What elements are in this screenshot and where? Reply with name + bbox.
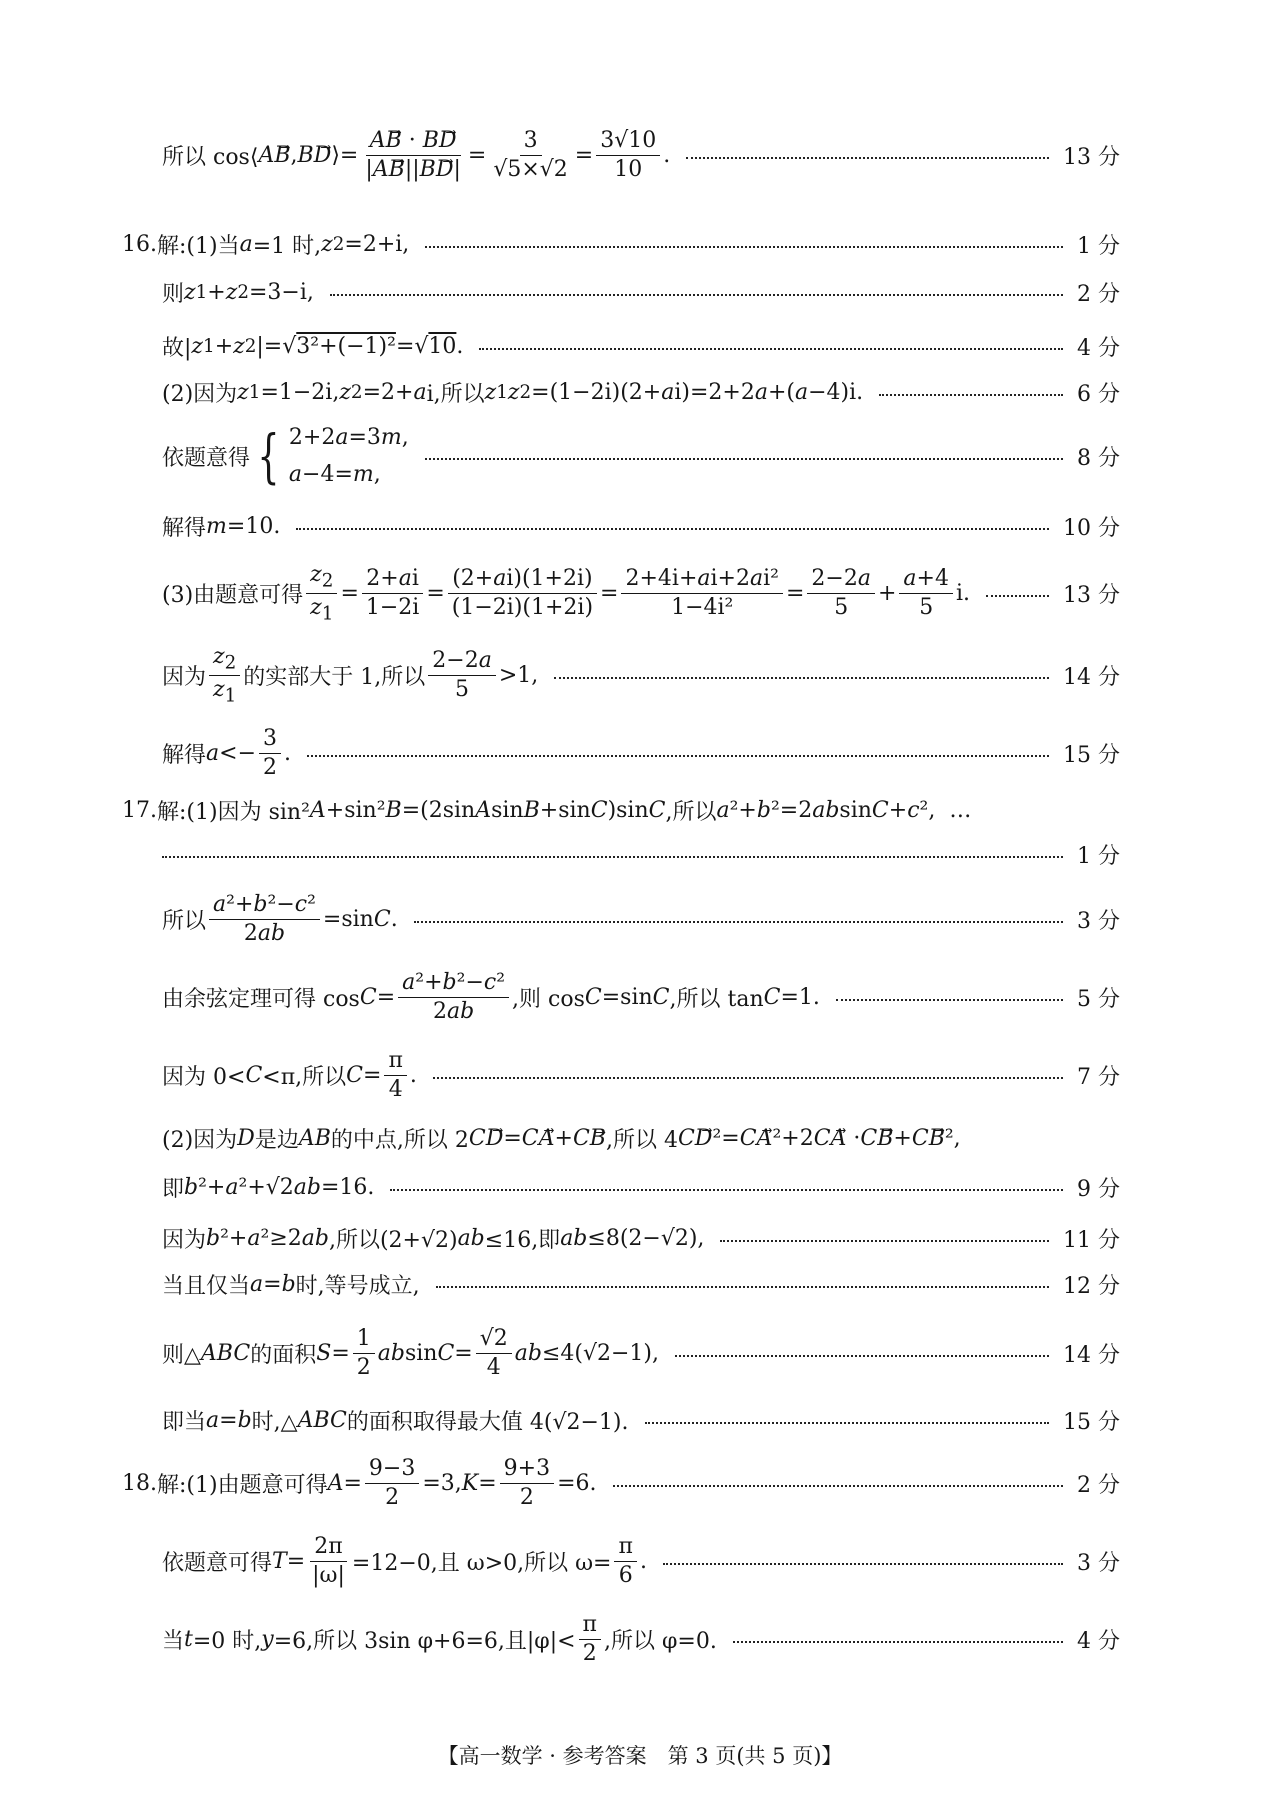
answer-line [162, 640, 1120, 710]
dot-leader [390, 1189, 1063, 1191]
score: 10 分 [1063, 515, 1120, 541]
math-expression: 即当 a = b 时,△ ABC 的面积取得最大值 4(√2−1). [162, 1407, 629, 1435]
score: 1 分 [1077, 233, 1120, 259]
answer-line [162, 1220, 1120, 1256]
score: 13 分 [1063, 582, 1120, 608]
dot-leader [554, 677, 1049, 679]
answer-line [162, 1526, 1120, 1596]
score: 9 分 [1077, 1176, 1120, 1202]
dot-leader [675, 1355, 1049, 1357]
math-expression: 所以 cos⟨ AB ⃗, BD ⃗⟩= $\frac{AB⃗ \cdot BD}{|AB⃗||BD⃗|}$ = $\frac{3}{√5\times√2}$ = $\frac{3√10}{10}$ . [162, 128, 671, 182]
score: 3 分 [1077, 1550, 1120, 1576]
score: 8 分 [1077, 445, 1120, 471]
math-expression: (2)因为 z 1 =1−2i, z 2 =2+ a i,所以 z 1 z 2 =(1−2i)(2+ a i)=2+2 a +( a −4)i. [162, 379, 864, 407]
answer-line [162, 558, 1120, 628]
math-expression: 解得 m =10. [162, 513, 281, 541]
answer-line [162, 1266, 1120, 1302]
dot-leader [836, 999, 1063, 1001]
math-expression: 因为 $\frac{z_2}{z_1}$ 的实部大于 1,所以 $\frac{2-2a}{5}$ >1, [162, 644, 539, 706]
dot-leader [414, 921, 1063, 923]
dot-leader [733, 1641, 1063, 1643]
answer-line [162, 508, 1120, 544]
dot-leader [879, 394, 1063, 396]
math-expression: 依题意得 { 2+2a=3m, a−4=m, [162, 422, 409, 490]
math-expression: (2)因为 D 是边 AB 的中点,所以 2 CD ⃗= CA ⃗+ CB ⃗,所以 4 CD ⃗²= CA ⃗²+2 CA ⃗ · CB ⃗+ CB ⃗², [162, 1125, 961, 1153]
answer-line [162, 1604, 1120, 1674]
dot-leader [663, 1563, 1063, 1565]
score: 4 分 [1077, 1628, 1120, 1654]
dot-leader [307, 755, 1049, 757]
math-expression: 则 z 1 + z 2 =3−i, [162, 279, 314, 307]
score: 4 分 [1077, 335, 1120, 361]
math-expression: 由余弦定理可得 cos C = $\frac{\text{a²+b²−c²}}{2ab}$ ,则 cos C =sin C ,所以 tan C =1. [162, 970, 820, 1024]
score: 15 分 [1063, 742, 1120, 768]
math-expression: 故| z 1 + z 2 |=√ 3²+(−1)² =√ 10 . [162, 333, 464, 361]
problem-number: 17. [122, 797, 157, 823]
dot-leader [296, 528, 1049, 530]
math-expression: 当 t =0 时, y =6,所以 3sin φ+6=6,且|φ|< $\frac{\pi}{2}$ ,所以 φ=0. [162, 1612, 717, 1666]
score: 2 分 [1077, 281, 1120, 307]
score: 1 分 [1077, 843, 1120, 869]
page-footer: 【高一数学 · 参考答案 第 3 页(共 5 页)】 [437, 1744, 843, 1768]
math-expression: 则△ ABC 的面积 S = $\frac{1}{2}$ ab sin C = $\frac{√2}{4}$ ab ≤4(√2−1), [162, 1326, 659, 1380]
answer-line [162, 1118, 1120, 1158]
math-expression: 依题意可得 T = $\frac{2\pi}{|\omega|}$ =12−0,且 ω>0,所以 ω= $\frac{\pi}{6}$ . [162, 1534, 647, 1588]
dot-leader [425, 458, 1063, 460]
problem-number: 16. [122, 231, 157, 257]
answer-line [162, 1168, 1120, 1206]
answer-line [162, 416, 1120, 496]
math-expression: 16. 解:(1)当 a =1 时, z 2 =2+i, [122, 231, 410, 259]
dot-leader [162, 856, 1063, 858]
score: 12 分 [1063, 1273, 1120, 1299]
math-expression: 解得 a <− $\frac{3}{2}$ . [162, 726, 292, 780]
math-expression: 因为 b ²+ a ²≥2 ab ,所以(2+√2) ab ≤16,即 ab ≤8(2−√2), [162, 1225, 705, 1253]
dot-leader [645, 1422, 1050, 1424]
answer-line [162, 374, 1120, 410]
score: 15 分 [1063, 1409, 1120, 1435]
math-expression: 17. 解:(1)因为 sin² A +sin² B =(2sin A sin B +sin C )sin C ,所以 a ²+ b ²=2 ab sin C + c ², … [122, 797, 972, 825]
score: 14 分 [1063, 664, 1120, 690]
dot-leader [986, 595, 1049, 597]
score: 11 分 [1063, 1227, 1120, 1253]
dot-leader [720, 1240, 1049, 1242]
answer-line [162, 884, 1120, 954]
score: 3 分 [1077, 908, 1120, 934]
score: 2 分 [1077, 1472, 1120, 1498]
dot-leader [433, 1077, 1063, 1079]
score: 13 分 [1063, 144, 1120, 170]
dot-leader [613, 1485, 1063, 1487]
answer-line [162, 962, 1120, 1032]
answer-line [122, 226, 1120, 262]
dot-leader [425, 246, 1063, 248]
answer-line [122, 1448, 1120, 1518]
answer-line [162, 1040, 1120, 1110]
dot-leader [436, 1286, 1049, 1288]
score: 5 分 [1077, 986, 1120, 1012]
problem-number: 18. [122, 1470, 157, 1496]
answer-line [162, 1400, 1120, 1440]
answer-line [162, 120, 1120, 190]
answer-line [162, 274, 1120, 310]
answer-line [162, 1318, 1120, 1388]
answer-line [162, 326, 1120, 366]
math-expression: 18. 解:(1)由题意可得 A = $\frac{9-3}{2}$ =3, K = $\frac{9+3}{2}$ =6. [122, 1456, 597, 1510]
math-expression: 即 b ²+ a ²+√2 ab =16. [162, 1174, 375, 1202]
math-expression: (3)由题意可得 $\frac{z_2}{z_1}$ = $\frac{2+ai}{1-2i}$ = $\frac{(2+ai)(1+2i)}{(1-2i)(1+2i)}$ = $\frac{\text{2+4i+ai+2ai²}}{\text{1−4i²}}$ = $\frac{2-2a}{5}$ + $\frac{a+4}{5}$ i. [162, 562, 970, 624]
math-expression: 所以 $\frac{\text{a²+b²−c²}}{2ab}$ =sin C . [162, 892, 398, 946]
math-expression: 当且仅当 a = b 时,等号成立, [162, 1271, 420, 1299]
score: 14 分 [1063, 1342, 1120, 1368]
dot-leader [479, 348, 1063, 350]
answer-line [122, 792, 1120, 872]
dot-leader [686, 157, 1049, 159]
score: 6 分 [1077, 381, 1120, 407]
score: 7 分 [1077, 1064, 1120, 1090]
answer-line [162, 718, 1120, 788]
math-expression: 因为 0< C <π,所以 C = $\frac{\pi}{4}$ . [162, 1048, 417, 1102]
dot-leader [330, 294, 1063, 296]
